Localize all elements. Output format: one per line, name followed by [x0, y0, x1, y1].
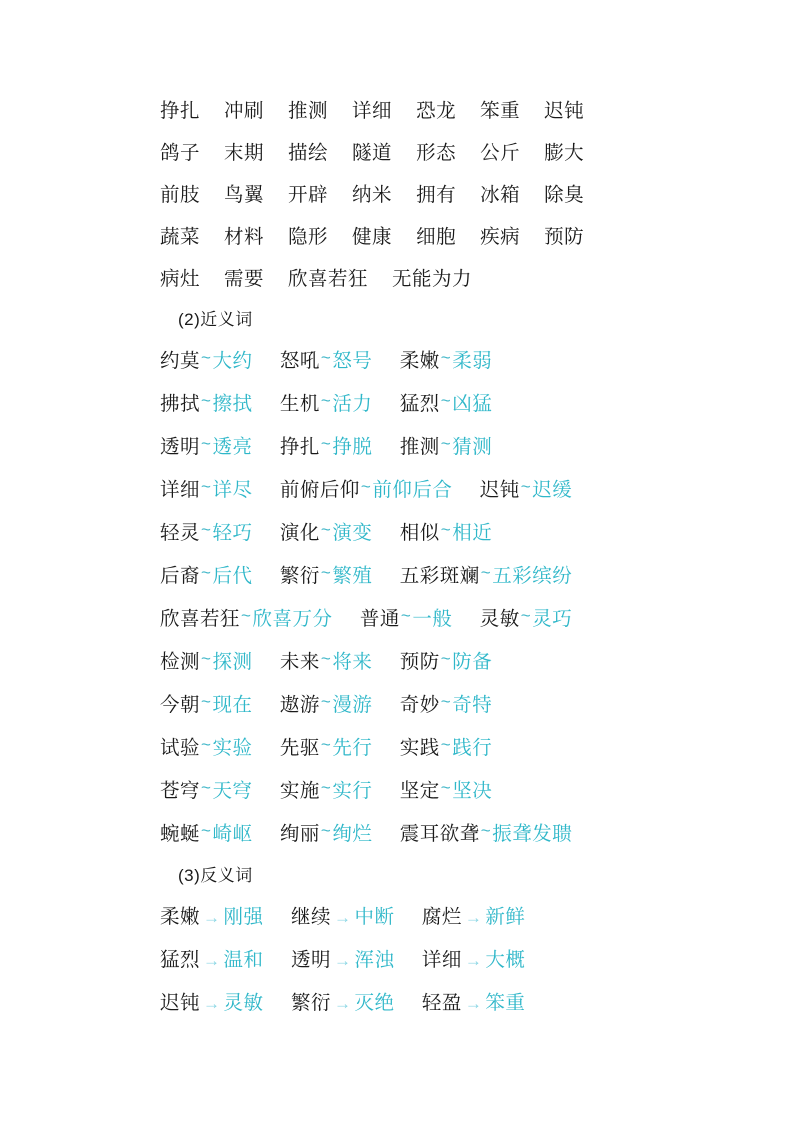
synonym-word: 一般: [412, 608, 453, 630]
source-word: 生机: [279, 393, 320, 415]
tilde-mark: ~: [440, 692, 452, 711]
tilde-mark: ~: [201, 391, 212, 410]
tilde-mark: ~: [201, 563, 212, 582]
source-word: 前俯后仰: [279, 479, 360, 501]
arrow-icon: →: [333, 994, 352, 1013]
source-word: 苍穹: [160, 780, 201, 802]
synonym-word: 详尽: [212, 479, 253, 501]
synonym-row: [160, 383, 643, 426]
synonym-pair: [400, 512, 492, 555]
source-word: 猛烈: [399, 393, 440, 415]
synonym-pair: [480, 598, 572, 641]
tilde-mark: ~: [201, 649, 212, 668]
synonym-pair: [160, 641, 252, 684]
synonym-word: 绚烂: [332, 823, 373, 845]
source-word: 震耳欲聋: [399, 823, 480, 845]
antonym-word: 灭绝: [354, 992, 395, 1014]
source-word: 试验: [160, 737, 201, 759]
antonym-pair: [291, 982, 395, 1025]
antonym-word: 灵敏: [223, 992, 264, 1014]
synonym-pair: [280, 340, 372, 383]
source-word: 实施: [279, 780, 320, 802]
tilde-mark: ~: [440, 649, 452, 668]
synonym-pair: [280, 684, 372, 727]
synonym-word: 挣脱: [332, 436, 373, 458]
tilde-mark: ~: [201, 821, 212, 840]
arrow-icon: →: [203, 951, 221, 970]
source-word: 相似: [399, 522, 440, 544]
synonym-word: 猜测: [452, 436, 493, 458]
source-word: 继续: [290, 906, 331, 928]
antonym-word: 浑浊: [354, 949, 395, 971]
word: 除臭: [544, 184, 585, 206]
word: 迟钝: [544, 100, 585, 122]
tilde-mark: ~: [480, 821, 492, 840]
word: 欣喜若狂: [288, 268, 369, 290]
synonym-word: 灵巧: [532, 608, 573, 630]
source-word: 先驱: [279, 737, 320, 759]
source-word: 繁衍: [279, 565, 320, 587]
tilde-mark: ~: [241, 606, 252, 625]
antonym-word: 新鲜: [485, 906, 526, 928]
synonym-word: 天穹: [212, 780, 253, 802]
synonym-pair: [480, 469, 572, 512]
synonym-pair: [280, 641, 372, 684]
synonym-word: 演变: [332, 522, 373, 544]
antonyms-heading: (3)反义词: [178, 866, 253, 885]
synonym-pair: [160, 598, 332, 641]
tilde-mark: ~: [201, 477, 212, 496]
synonym-pair: [160, 727, 252, 770]
tilde-mark: ~: [440, 520, 452, 539]
arrow-icon: →: [464, 908, 483, 927]
word: 鸟翼: [224, 184, 265, 206]
tilde-mark: ~: [440, 735, 452, 754]
antonym-pair: [422, 982, 526, 1025]
tilde-mark: ~: [201, 520, 212, 539]
source-word: 后裔: [160, 565, 201, 587]
arrow-icon: →: [464, 951, 483, 970]
synonym-pair: [160, 383, 252, 426]
word-row: [160, 174, 643, 216]
word: 隧道: [352, 142, 393, 164]
source-word: 腐烂: [421, 906, 462, 928]
word: 描绘: [288, 142, 329, 164]
tilde-mark: ~: [320, 520, 332, 539]
synonym-word: 实验: [212, 737, 253, 759]
synonym-row: [160, 469, 643, 512]
source-word: 透明: [290, 949, 331, 971]
synonyms-heading: (2)近义词: [178, 310, 253, 329]
synonym-word: 柔弱: [452, 350, 493, 372]
synonym-pair: [400, 555, 572, 598]
synonym-row: [160, 598, 643, 641]
tilde-mark: ~: [320, 735, 332, 754]
antonym-pair: [291, 939, 395, 982]
source-word: 猛烈: [160, 949, 201, 971]
synonym-word: 活力: [332, 393, 373, 415]
word: 细胞: [416, 226, 457, 248]
synonym-word: 繁殖: [332, 565, 373, 587]
synonym-row: [160, 813, 643, 856]
synonym-pair: [400, 684, 492, 727]
tilde-mark: ~: [201, 434, 212, 453]
word: 推测: [288, 100, 329, 122]
synonym-word: 怒号: [332, 350, 373, 372]
synonym-pair: [360, 598, 452, 641]
word-row: [160, 132, 643, 174]
synonym-word: 凶猛: [452, 393, 493, 415]
synonym-word: 漫游: [332, 694, 373, 716]
word: 拥有: [416, 184, 457, 206]
synonym-row: [160, 512, 643, 555]
word-row: [160, 90, 643, 132]
synonym-word: 擦拭: [212, 393, 253, 415]
synonym-pair: [280, 813, 372, 856]
source-word: 怒吼: [279, 350, 320, 372]
synonym-pair: [400, 426, 492, 469]
synonym-word: 轻巧: [212, 522, 253, 544]
synonym-word: 振聋发聩: [492, 823, 573, 845]
source-word: 普通: [359, 608, 400, 630]
tilde-mark: ~: [320, 821, 332, 840]
tilde-mark: ~: [201, 692, 212, 711]
tilde-mark: ~: [201, 778, 212, 797]
word: 前肢: [160, 184, 201, 206]
antonym-word: 刚强: [223, 906, 264, 928]
synonym-word: 欣喜万分: [252, 608, 333, 630]
source-word: 奇妙: [399, 694, 440, 716]
source-word: 实践: [399, 737, 440, 759]
source-word: 柔嫩: [399, 350, 440, 372]
word: 健康: [352, 226, 393, 248]
synonym-pair: [280, 383, 372, 426]
source-word: 检测: [160, 651, 201, 673]
synonym-word: 将来: [332, 651, 373, 673]
source-word: 轻盈: [421, 992, 462, 1014]
synonym-pair: [160, 555, 252, 598]
synonym-pair: [400, 641, 492, 684]
tilde-mark: ~: [520, 606, 532, 625]
antonym-word: 大概: [485, 949, 526, 971]
source-word: 约莫: [160, 350, 201, 372]
source-word: 五彩斑斓: [399, 565, 480, 587]
source-word: 迟钝: [479, 479, 520, 501]
synonym-row: [160, 641, 643, 684]
tilde-mark: ~: [480, 563, 492, 582]
synonym-pair: [160, 512, 252, 555]
antonym-pair: [422, 896, 526, 939]
source-word: 欣喜若狂: [160, 608, 241, 630]
source-word: 绚丽: [279, 823, 320, 845]
tilde-mark: ~: [440, 348, 452, 367]
word: 需要: [224, 268, 265, 290]
source-word: 挣扎: [279, 436, 320, 458]
synonym-row: [160, 426, 643, 469]
synonym-row: [160, 340, 643, 383]
synonym-word: 探测: [212, 651, 253, 673]
word: 恐龙: [416, 100, 457, 122]
synonym-word: 后代: [212, 565, 253, 587]
antonym-pair: [160, 939, 264, 982]
antonym-pair: [422, 939, 526, 982]
tilde-mark: ~: [400, 606, 412, 625]
word: 形态: [416, 142, 457, 164]
tilde-mark: ~: [360, 477, 372, 496]
word: 无能为力: [392, 268, 473, 290]
source-word: 演化: [279, 522, 320, 544]
source-word: 繁衍: [290, 992, 331, 1014]
word: 隐形: [288, 226, 329, 248]
synonym-word: 大约: [212, 350, 253, 372]
word: 鸽子: [160, 142, 201, 164]
synonym-pair: [160, 770, 252, 813]
synonym-word: 五彩缤纷: [492, 565, 573, 587]
word: 开辟: [288, 184, 329, 206]
source-word: 轻灵: [160, 522, 201, 544]
source-word: 遨游: [279, 694, 320, 716]
synonym-pair: [280, 555, 372, 598]
synonym-pair: [160, 813, 252, 856]
word: 笨重: [480, 100, 521, 122]
source-word: 预防: [399, 651, 440, 673]
arrow-icon: →: [333, 951, 352, 970]
antonym-row: [160, 982, 643, 1025]
synonym-pair: [400, 340, 492, 383]
word: 末期: [224, 142, 265, 164]
synonym-pair: [160, 684, 252, 727]
word: 材料: [224, 226, 265, 248]
synonym-pair: [280, 469, 452, 512]
antonym-row: [160, 939, 643, 982]
synonym-word: 崎岖: [212, 823, 253, 845]
word: 蔬菜: [160, 226, 201, 248]
synonym-word: 现在: [212, 694, 253, 716]
source-word: 灵敏: [479, 608, 520, 630]
synonym-word: 防备: [452, 651, 493, 673]
word: 公斤: [480, 142, 521, 164]
tilde-mark: ~: [440, 434, 452, 453]
tilde-mark: ~: [320, 348, 332, 367]
source-word: 透明: [160, 436, 201, 458]
synonym-pair: [280, 770, 372, 813]
tilde-mark: ~: [320, 391, 332, 410]
synonym-word: 相近: [452, 522, 493, 544]
word: 详细: [352, 100, 393, 122]
word: 膨大: [544, 142, 585, 164]
tilde-mark: ~: [440, 778, 452, 797]
source-word: 详细: [160, 479, 201, 501]
synonym-word: 践行: [452, 737, 493, 759]
arrow-icon: →: [203, 908, 221, 927]
synonym-row: [160, 727, 643, 770]
source-word: 迟钝: [160, 992, 201, 1014]
synonym-row: [160, 555, 643, 598]
tilde-mark: ~: [201, 735, 212, 754]
synonym-word: 透亮: [212, 436, 253, 458]
synonym-pair: [160, 340, 252, 383]
synonym-word: 坚决: [452, 780, 493, 802]
antonym-word: 中断: [354, 906, 395, 928]
tilde-mark: ~: [320, 563, 332, 582]
synonym-word: 迟缓: [532, 479, 573, 501]
synonym-pair: [160, 469, 252, 512]
source-word: 详细: [421, 949, 462, 971]
source-word: 未来: [279, 651, 320, 673]
synonym-pair: [280, 512, 372, 555]
synonym-word: 实行: [332, 780, 373, 802]
synonym-pair: [400, 727, 492, 770]
tilde-mark: ~: [440, 391, 452, 410]
source-word: 今朝: [160, 694, 201, 716]
synonym-pair: [160, 426, 252, 469]
word: 挣扎: [160, 100, 201, 122]
antonym-pair: [160, 982, 264, 1025]
synonym-word: 奇特: [452, 694, 493, 716]
word: 疾病: [480, 226, 521, 248]
antonym-pair: [160, 896, 264, 939]
word-row: [160, 258, 643, 300]
synonym-word: 前仰后合: [372, 479, 453, 501]
tilde-mark: ~: [320, 434, 332, 453]
synonym-row: [160, 770, 643, 813]
source-word: 推测: [399, 436, 440, 458]
word: 预防: [544, 226, 585, 248]
arrow-icon: →: [464, 994, 483, 1013]
source-word: 坚定: [399, 780, 440, 802]
tilde-mark: ~: [520, 477, 532, 496]
tilde-mark: ~: [320, 692, 332, 711]
tilde-mark: ~: [201, 348, 212, 367]
tilde-mark: ~: [320, 778, 332, 797]
synonym-pair: [400, 383, 492, 426]
antonym-word: 笨重: [485, 992, 526, 1014]
word: 病灶: [160, 268, 201, 290]
word: 冰箱: [480, 184, 521, 206]
synonym-pair: [280, 426, 372, 469]
tilde-mark: ~: [320, 649, 332, 668]
word: 纳米: [352, 184, 393, 206]
synonym-pair: [400, 813, 572, 856]
synonym-row: [160, 684, 643, 727]
word-row: [160, 216, 643, 258]
source-word: 蜿蜒: [160, 823, 201, 845]
source-word: 柔嫩: [160, 906, 201, 928]
word: 冲刷: [224, 100, 265, 122]
source-word: 拂拭: [160, 393, 201, 415]
synonym-word: 先行: [332, 737, 373, 759]
antonym-word: 温和: [223, 949, 264, 971]
antonym-row: [160, 896, 643, 939]
arrow-icon: →: [333, 908, 352, 927]
antonym-pair: [291, 896, 395, 939]
synonym-pair: [280, 727, 372, 770]
synonym-pair: [400, 770, 492, 813]
arrow-icon: →: [203, 994, 221, 1013]
